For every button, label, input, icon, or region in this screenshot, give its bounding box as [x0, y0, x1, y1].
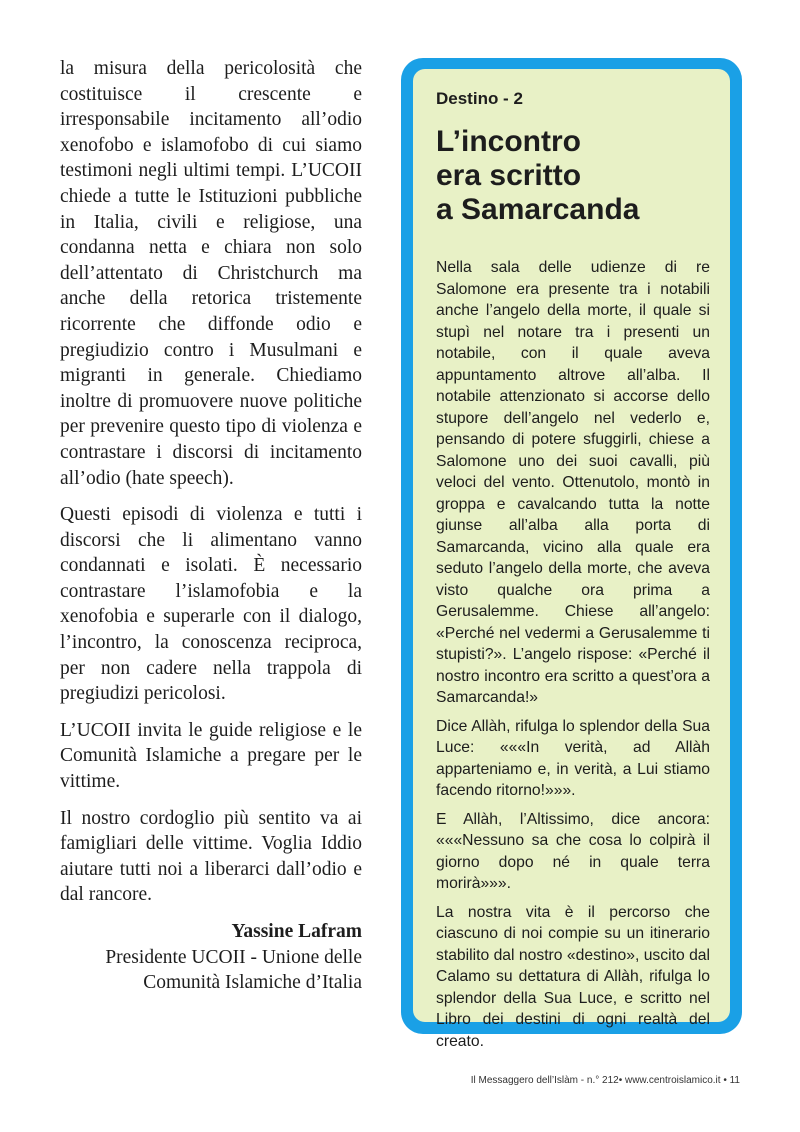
box-paragraph: E Allàh, l’Altissimo, dice ancora: «««Nessuno sa che cosa lo colpirà il giorno dopo né in quale terra morirà»»». [436, 810, 710, 892]
headline-line: era scritto [436, 159, 582, 192]
sidebar-box [401, 58, 742, 1050]
headline-line: L’incontro [436, 125, 581, 158]
body-paragraph: Il nostro cordoglio più sentito va ai famigliari delle vittime. Voglia Iddio aiutare tutti noi a liberarci dall’odio e dal rancore. [60, 807, 362, 906]
signature-title: Presidente UCOII - Unione delle [105, 946, 362, 968]
box-headline [436, 125, 710, 227]
sidebar-box-content [413, 69, 730, 1050]
left-column [60, 56, 362, 996]
body-paragraph: la misura della pericolosità che costituisce il crescente e irresponsabile incitamento all’odio xenofobo e islamofobo di cui siamo testimoni negli ultimi tempi. L’UCOII chiede a tutte le Istituzioni pubbliche in Italia, civili e religiose, una condanna netta e chiara non solo dell’attentato di Christchurch ma anche della retorica tristemente ricorrente che diffonde odio e pregiudizio contro i Musulmani e migranti in generale. Chiediamo inoltre di promuovere nuove politiche per prevenire questo tipo di violenza e contrastare i discorsi di incitamento all’odio (hate speech). [60, 58, 362, 489]
page-footer: Il Messaggero dell’Islàm - n.° 212• www.centroislamico.it • 11 [470, 1075, 740, 1086]
headline-line: a Samarcanda [436, 193, 640, 226]
box-paragraph: Dice Allàh, rifulga lo splendor della Sua Luce: «««In verità, ad Allàh apparteniamo e, in verità, a Lui stiamo facendo ritorno!»»». [436, 717, 710, 799]
box-paragraph: Nella sala delle udienze di re Salomone era presente tra i notabili anche l’angelo della morte, il quale si stupì nel notare tra i presenti un notabile, con il quale aveva appuntamento altrove all’alba. Il notabile attenzionato si accorse dello stupore dell’angelo nel vederlo e, pensando di potere sfuggirli, chiese a Salomone uno dei suoi cavalli, più veloci del vento. Ottenutolo, montò in groppa e cavalcando tutta la notte giunse all’alba alla porta di Samarcanda, vicino alla quale era seduto l’angelo della morte, che aveva visto qualche ora prima a Gerusalemme. Chiese all’angelo: «Perché nel vedermi a Gerusalemme ti stupisti?». L’angelo rispose: «Perché il nostro incontro era scritto a quest’ora a Samarcanda!» [436, 259, 710, 706]
box-kicker: Destino - 2 [436, 89, 523, 108]
body-paragraph: Questi episodi di violenza e tutti i discorsi che li alimentano vanno condannati e isolati. È necessario contrastare l’islamofobia e la xenofobia e superarle con il dialogo, l’incontro, la conoscenza reciproca, per non cadere nella trappola di pregiudizi pericolosi. [60, 504, 362, 705]
signature-block [60, 919, 362, 996]
box-paragraph: La nostra vita è il percorso che ciascuno di noi compie su un itinerario stabilito dal nostro «destino», uscito dal Calamo su dettatura di Allàh, rifulga lo splendor della Sua Luce, e scritto nel Libro dei destini di ogni realtà del creato. [436, 903, 710, 1050]
body-paragraph: L’UCOII invita le guide religiose e le Comunità Islamiche a pregare per le vittime. [60, 719, 362, 793]
signature-organization: Comunità Islamiche d’Italia [143, 972, 362, 994]
signature-name: Yassine Lafram [231, 921, 362, 942]
